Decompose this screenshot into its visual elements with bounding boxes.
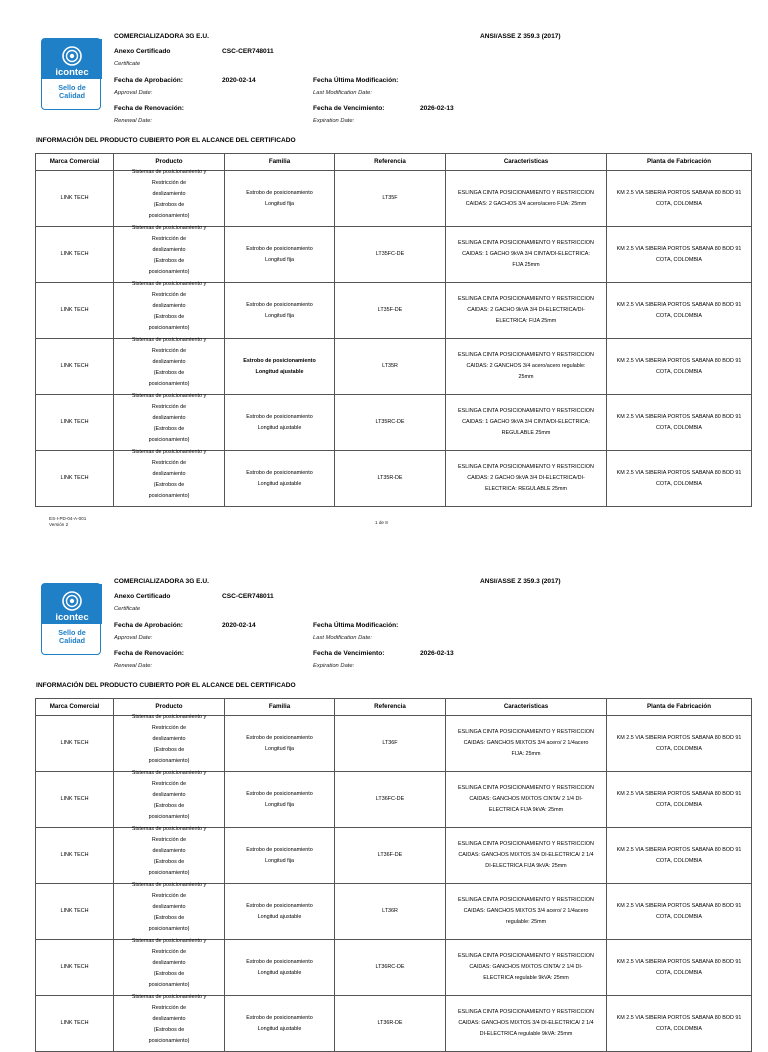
table-row <box>36 828 752 884</box>
table-row <box>36 772 752 828</box>
cell-product-line: deslizamiento <box>152 1016 186 1022</box>
cell-product-line: posicionamiento) <box>148 926 190 932</box>
logo-brand: icontec <box>55 67 89 78</box>
cell-family <box>225 716 335 772</box>
cell-characteristics-line: ELECTRICA: FIJA 25mm <box>495 318 557 324</box>
footer-version: Versión 2 <box>49 522 69 527</box>
col-reference: Referencia <box>335 154 446 171</box>
logo-seal-line2: Calidad <box>59 91 85 100</box>
table-row <box>36 716 752 772</box>
cell-reference: LT36FC-DE <box>335 772 446 828</box>
annex-value: CSC-CER748011 <box>222 593 274 600</box>
cell-product-line: Sistemas de posicionamiento y <box>131 994 207 1000</box>
annex-sub: Certificate <box>114 61 141 67</box>
footer-page-number: 1 de 8 <box>375 520 388 525</box>
cell-characteristics <box>446 171 607 227</box>
cell-characteristics-line: CAIDAS: 2 GANCHOS 3/4 acero/acero regulable: <box>466 363 586 369</box>
cell-plant-line: KM 2.5 VIA SIBERIA PORTOS SABANA 80 BOD 91 <box>616 958 742 965</box>
cell-characteristics <box>446 451 607 507</box>
cell-plant <box>607 395 752 451</box>
cell-product <box>114 828 225 884</box>
cell-characteristics <box>446 395 607 451</box>
cell-family-line: Longitud ajustable <box>257 913 302 920</box>
cell-product-line: deslizamiento <box>152 303 186 309</box>
cell-family <box>225 996 335 1052</box>
cell-characteristics-line: DI-ELECTRICA regulable 9kVA: 25mm <box>479 1031 573 1037</box>
cell-reference: LT36R-DE <box>335 996 446 1052</box>
cell-characteristics-line: CAIDAS: 2 GACHOS 3/4 acero/acero FIJA: 25mm <box>465 200 587 207</box>
cell-product-line: Restricción de <box>151 292 187 298</box>
cell-characteristics-line: regulable: 25mm <box>505 919 547 925</box>
cell-product-line: Sistemas de posicionamiento y <box>131 449 207 455</box>
cell-plant-line: COTA, COLOMBIA <box>655 969 703 976</box>
cell-product-line: (Estrobos de <box>153 370 185 376</box>
cell-plant <box>607 339 752 395</box>
cell-product-line: Sistemas de posicionamiento y <box>131 393 207 399</box>
table-row <box>36 227 752 283</box>
cell-characteristics-line: ESLINGA CINTA POSICIONAMIENTO Y RESTRICCION <box>458 408 594 414</box>
table-row <box>36 283 752 339</box>
renewal-label: Fecha de Renovación: <box>114 105 184 112</box>
col-family: Familia <box>225 154 335 171</box>
cell-reference: LT36F <box>335 716 446 772</box>
cell-product-line: (Estrobos de <box>153 859 185 865</box>
expiry-value: 2026-02-13 <box>420 105 454 112</box>
cell-product <box>114 283 225 339</box>
cell-family <box>225 772 335 828</box>
cell-characteristics-line: ESLINGA CINTA POSICIONAMIENTO Y RESTRICCION <box>458 296 594 302</box>
cell-family-line: Longitud fija <box>264 256 295 263</box>
cell-plant-line: COTA, COLOMBIA <box>655 256 703 263</box>
cell-product-line: Sistemas de posicionamiento y <box>131 882 207 888</box>
cell-reference: LT35R-DE <box>335 451 446 507</box>
cell-product-line: deslizamiento <box>152 191 186 197</box>
cell-characteristics-line: CAIDAS: GANCHOS MIXTOS CINTA/ 2 1/4 DI- <box>469 796 583 802</box>
cell-product-line: deslizamiento <box>152 247 186 253</box>
cell-plant-line: KM 2.5 VIA SIBERIA PORTOS SABANA 80 BOD 91 <box>616 357 742 364</box>
cell-family-line: Longitud fija <box>264 312 295 319</box>
cell-characteristics-line: ESLINGA CINTA POSICIONAMIENTO Y RESTRICCION <box>458 897 594 903</box>
cell-plant <box>607 227 752 283</box>
cell-characteristics-line: 25mm <box>518 374 534 380</box>
cell-product <box>114 227 225 283</box>
cell-product-line: Restricción de <box>151 236 187 242</box>
section-title: INFORMACIÓN DEL PRODUCTO CUBIERTO POR EL ALCANCE DEL CERTIFICADO <box>36 682 296 689</box>
standard-label: ANSI/ASSE Z 359.3 (2017) <box>480 578 561 585</box>
cell-characteristics-line: ESLINGA CINTA POSICIONAMIENTO Y RESTRICCION <box>458 1009 594 1015</box>
col-brand: Marca Comercial <box>36 699 114 716</box>
cell-product-line: Restricción de <box>151 837 187 843</box>
cell-reference: LT36F-DE <box>335 828 446 884</box>
cell-product-line: Sistemas de posicionamiento y <box>131 337 207 343</box>
cell-brand: LINK TECH <box>36 171 114 227</box>
cell-product-line: Sistemas de posicionamiento y <box>131 714 207 720</box>
cell-characteristics <box>446 940 607 996</box>
cell-brand: LINK TECH <box>36 283 114 339</box>
cell-brand: LINK TECH <box>36 339 114 395</box>
cell-product-line: deslizamiento <box>152 736 186 742</box>
cell-brand: LINK TECH <box>36 395 114 451</box>
cell-product-line: Sistemas de posicionamiento y <box>131 826 207 832</box>
products-table <box>35 153 752 507</box>
cell-plant-line: COTA, COLOMBIA <box>655 857 703 864</box>
cell-plant-line: COTA, COLOMBIA <box>655 424 703 431</box>
icontec-swirl-icon <box>42 39 102 111</box>
cell-family-line: Estrobo de posicionamiento <box>246 469 313 476</box>
cell-product-line: Restricción de <box>151 781 187 787</box>
cell-product-line: posicionamiento) <box>148 325 190 331</box>
cell-reference: LT35FC-DE <box>335 227 446 283</box>
cell-plant-line: COTA, COLOMBIA <box>655 913 703 920</box>
icontec-logo <box>41 38 101 110</box>
annex-sub: Certificate <box>114 606 141 612</box>
annex-value: CSC-CER748011 <box>222 48 274 55</box>
cell-product <box>114 339 225 395</box>
cell-product-line: posicionamiento) <box>148 493 190 499</box>
cell-product <box>114 772 225 828</box>
cell-family <box>225 227 335 283</box>
col-product: Producto <box>114 154 225 171</box>
cell-plant-line: COTA, COLOMBIA <box>655 312 703 319</box>
cell-family <box>225 828 335 884</box>
cell-brand: LINK TECH <box>36 227 114 283</box>
cell-plant-line: KM 2.5 VIA SIBERIA PORTOS SABANA 80 BOD 91 <box>616 189 742 196</box>
expiry-label: Fecha de Vencimiento: <box>313 650 385 657</box>
cell-characteristics-line: REGULABLE 25mm <box>501 430 551 436</box>
col-characteristics: Caracteristicas <box>446 699 607 716</box>
cell-product-line: Restricción de <box>151 460 187 466</box>
col-reference: Referencia <box>335 699 446 716</box>
cell-product-line: Sistemas de posicionamiento y <box>131 225 207 231</box>
cell-characteristics-line: ESLINGA CINTA POSICIONAMIENTO Y RESTRICCION <box>458 953 594 959</box>
cell-product-line: (Estrobos de <box>153 915 185 921</box>
cell-plant <box>607 283 752 339</box>
company-name: COMERCIALIZADORA 3G E.U. <box>114 578 210 585</box>
cell-plant <box>607 716 752 772</box>
cell-product-line: Restricción de <box>151 893 187 899</box>
cell-reference: LT35RC-DE <box>335 395 446 451</box>
cell-family-line: Estrobo de posicionamiento <box>246 846 313 853</box>
cell-product-line: Restricción de <box>151 348 187 354</box>
cell-family-line: Longitud fija <box>264 857 295 864</box>
renewal-sub: Renewal Date: <box>114 118 153 124</box>
approval-value: 2020-02-14 <box>222 622 256 629</box>
table-row <box>36 171 752 227</box>
cell-family-line: Estrobo de posicionamiento <box>246 902 313 909</box>
cell-brand: LINK TECH <box>36 716 114 772</box>
cell-family-line: Longitud ajustable <box>257 1025 302 1032</box>
cell-product-line: deslizamiento <box>152 471 186 477</box>
approval-sub: Approval Date: <box>114 635 153 641</box>
cell-product-line: deslizamiento <box>152 359 186 365</box>
logo-seal-line1: Sello de <box>58 628 86 637</box>
products-table <box>35 698 752 1052</box>
cell-plant-line: KM 2.5 VIA SIBERIA PORTOS SABANA 80 BOD 91 <box>616 413 742 420</box>
cell-product-line: posicionamiento) <box>148 814 190 820</box>
cell-product-line: posicionamiento) <box>148 269 190 275</box>
cell-family-line: Estrobo de posicionamiento <box>246 413 313 420</box>
cell-characteristics <box>446 828 607 884</box>
cell-product-line: (Estrobos de <box>153 314 185 320</box>
cell-product-line: Sistemas de posicionamiento y <box>131 169 207 175</box>
cell-family-line: Longitud fija <box>264 200 295 207</box>
cell-product-line: posicionamiento) <box>148 1038 190 1044</box>
cell-plant <box>607 772 752 828</box>
cell-plant-line: KM 2.5 VIA SIBERIA PORTOS SABANA 80 BOD 91 <box>616 902 742 909</box>
logo-brand: icontec <box>55 612 89 623</box>
cell-product-line: Restricción de <box>151 404 187 410</box>
cell-product-line: (Estrobos de <box>153 426 185 432</box>
expiry-label: Fecha de Vencimiento: <box>313 105 385 112</box>
col-product: Producto <box>114 699 225 716</box>
footer-doc-code: ES-I-PD-04-A-001 <box>49 516 87 521</box>
col-characteristics: Caracteristicas <box>446 154 607 171</box>
cell-characteristics-line: CAIDAS: GANCHOS MIXTOS CINTA/ 2 1/4 DI- <box>469 964 583 970</box>
cell-family-line: Longitud ajustable <box>257 480 302 487</box>
cell-product <box>114 395 225 451</box>
cell-brand: LINK TECH <box>36 884 114 940</box>
cell-product-line: deslizamiento <box>152 415 186 421</box>
expiry-sub: Expiration Date: <box>313 118 355 124</box>
cell-reference: LT35F-DE <box>335 283 446 339</box>
col-plant: Planta de Fabricación <box>607 154 752 171</box>
cell-family <box>225 884 335 940</box>
cell-family-line: Estrobo de posicionamiento <box>246 189 313 196</box>
approval-label: Fecha de Aprobación: <box>114 622 183 629</box>
cell-product-line: deslizamiento <box>152 904 186 910</box>
cell-product-line: (Estrobos de <box>153 482 185 488</box>
cell-characteristics <box>446 884 607 940</box>
cell-characteristics-line: ESLINGA CINTA POSICIONAMIENTO Y RESTRICCION <box>458 464 594 470</box>
cell-product-line: posicionamiento) <box>148 437 190 443</box>
cell-reference: LT35R <box>335 339 446 395</box>
cell-plant-line: KM 2.5 VIA SIBERIA PORTOS SABANA 80 BOD 91 <box>616 790 742 797</box>
cell-family-line: Longitud ajustable <box>257 424 302 431</box>
cell-characteristics-line: ESLINGA CINTA POSICIONAMIENTO Y RESTRICCION <box>458 729 594 735</box>
cell-family-line: Estrobo de posicionamiento <box>246 245 313 252</box>
cell-family-line: Estrobo de posicionamiento <box>243 357 316 364</box>
cell-plant-line: KM 2.5 VIA SIBERIA PORTOS SABANA 80 BOD 91 <box>616 734 742 741</box>
cell-characteristics-line: CAIDAS: 2 GACHO 9kVA 3/4 DI-ELECTRICA/DI- <box>467 307 585 313</box>
logo-seal-line1: Sello de <box>58 83 86 92</box>
cell-brand: LINK TECH <box>36 940 114 996</box>
cell-brand: LINK TECH <box>36 996 114 1052</box>
cell-brand: LINK TECH <box>36 772 114 828</box>
cell-plant-line: COTA, COLOMBIA <box>655 480 703 487</box>
cell-product <box>114 884 225 940</box>
cell-brand: LINK TECH <box>36 451 114 507</box>
cell-family <box>225 339 335 395</box>
cell-product-line: (Estrobos de <box>153 202 185 208</box>
cell-family-line: Estrobo de posicionamiento <box>246 734 313 741</box>
cell-product-line: Restricción de <box>151 180 187 186</box>
cell-family-line: Longitud ajustable <box>257 969 302 976</box>
cell-family <box>225 171 335 227</box>
cell-characteristics-line: CAIDAS: 1 GACHO 9kVA 3/4 CINTA/DI-ELECTRICA: <box>462 251 590 257</box>
approval-sub: Approval Date: <box>114 90 153 96</box>
cell-product-line: posicionamiento) <box>148 982 190 988</box>
cell-family-line: Estrobo de posicionamiento <box>246 301 313 308</box>
cell-characteristics-line: ESLINGA CINTA POSICIONAMIENTO Y RESTRICCION <box>458 841 594 847</box>
cell-family <box>225 451 335 507</box>
cell-product-line: posicionamiento) <box>148 213 190 219</box>
cell-characteristics <box>446 772 607 828</box>
table-row <box>36 996 752 1052</box>
cell-characteristics-line: CAIDAS: GANCHOS MIXTOS 3/4 DI-ELECTRICA/ 2 1/4 <box>458 852 594 858</box>
company-name: COMERCIALIZADORA 3G E.U. <box>114 33 210 40</box>
last-mod-sub: Last Modification Date: <box>313 90 372 96</box>
cell-characteristics-line: CAIDAS: 2 GACHO 9kVA 3/4 DI-ELECTRICA/DI- <box>467 475 585 481</box>
cell-plant-line: KM 2.5 VIA SIBERIA PORTOS SABANA 80 BOD 91 <box>616 245 742 252</box>
cell-family <box>225 395 335 451</box>
cell-characteristics-line: CAIDAS: GANCHOS MIXTOS 3/4 acero/ 2 1/4acero <box>463 740 589 746</box>
cell-plant-line: KM 2.5 VIA SIBERIA PORTOS SABANA 80 BOD 91 <box>616 846 742 853</box>
cell-product-line: (Estrobos de <box>153 803 185 809</box>
last-mod-sub: Last Modification Date: <box>313 635 372 641</box>
cell-characteristics-line: ELECTRICA: REGULABLE 25mm <box>484 486 568 492</box>
cell-characteristics-line: CAIDAS: 1 GACHO 9kVA 3/4 CINTA/DI-ELECTRICA: <box>462 419 590 425</box>
cell-characteristics-line: ELECTRICA FIJA 9kVA: 25mm <box>488 807 564 813</box>
cell-characteristics <box>446 996 607 1052</box>
annex-label: Anexo Certificado <box>114 593 171 600</box>
section-title: INFORMACIÓN DEL PRODUCTO CUBIERTO POR EL ALCANCE DEL CERTIFICADO <box>36 137 296 144</box>
cell-product-line: Restricción de <box>151 725 187 731</box>
cell-family <box>225 940 335 996</box>
cell-plant-line: KM 2.5 VIA SIBERIA PORTOS SABANA 80 BOD 91 <box>616 301 742 308</box>
cell-product-line: (Estrobos de <box>153 258 185 264</box>
cell-characteristics <box>446 339 607 395</box>
cell-product-line: deslizamiento <box>152 792 186 798</box>
cell-plant-line: COTA, COLOMBIA <box>655 745 703 752</box>
cell-product-line: (Estrobos de <box>153 1027 185 1033</box>
cell-plant-line: KM 2.5 VIA SIBERIA PORTOS SABANA 80 BOD 91 <box>616 469 742 476</box>
renewal-sub: Renewal Date: <box>114 663 153 669</box>
cell-plant <box>607 171 752 227</box>
cell-product <box>114 940 225 996</box>
cell-reference: LT36R <box>335 884 446 940</box>
logo-seal-line2: Calidad <box>59 636 85 645</box>
cell-characteristics <box>446 227 607 283</box>
cell-characteristics <box>446 283 607 339</box>
cell-plant-line: COTA, COLOMBIA <box>655 801 703 808</box>
cell-characteristics-line: FIJA: 25mm <box>511 751 541 757</box>
table-row <box>36 940 752 996</box>
cell-product-line: posicionamiento) <box>148 870 190 876</box>
cell-product-line: deslizamiento <box>152 960 186 966</box>
approval-label: Fecha de Aprobación: <box>114 77 183 84</box>
cell-product-line: posicionamiento) <box>148 381 190 387</box>
cell-product-line: Sistemas de posicionamiento y <box>131 770 207 776</box>
col-family: Familia <box>225 699 335 716</box>
cell-characteristics-line: CAIDAS: GANCHOS MIXTOS 3/4 acero/ 2 1/4acero <box>463 908 589 914</box>
cell-product-line: deslizamiento <box>152 848 186 854</box>
cell-reference: LT36RC-DE <box>335 940 446 996</box>
col-plant: Planta de Fabricación <box>607 699 752 716</box>
approval-value: 2020-02-14 <box>222 77 256 84</box>
cell-plant <box>607 828 752 884</box>
cell-plant-line: COTA, COLOMBIA <box>655 200 703 207</box>
cell-characteristics <box>446 716 607 772</box>
cell-plant-line: COTA, COLOMBIA <box>655 368 703 375</box>
cell-plant <box>607 940 752 996</box>
cell-product <box>114 451 225 507</box>
cell-plant <box>607 451 752 507</box>
standard-label: ANSI/ASSE Z 359.3 (2017) <box>480 33 561 40</box>
cell-family-line: Estrobo de posicionamiento <box>246 958 313 965</box>
cell-product <box>114 716 225 772</box>
table-row <box>36 884 752 940</box>
cell-characteristics-line: ESLINGA CINTA POSICIONAMIENTO Y RESTRICCION <box>458 240 594 246</box>
table-row <box>36 395 752 451</box>
cell-characteristics-line: DI-ELECTRICA FIJA 9kVA: 25mm <box>485 863 567 869</box>
table-row <box>36 339 752 395</box>
cell-plant <box>607 996 752 1052</box>
cell-product-line: Sistemas de posicionamiento y <box>131 938 207 944</box>
expiry-sub: Expiration Date: <box>313 663 355 669</box>
cell-product <box>114 996 225 1052</box>
cell-family <box>225 283 335 339</box>
cell-product-line: Restricción de <box>151 949 187 955</box>
cell-brand: LINK TECH <box>36 828 114 884</box>
cell-plant <box>607 884 752 940</box>
annex-label: Anexo Certificado <box>114 48 171 55</box>
cell-characteristics-line: ELECTRICA regulable 9kVA: 25mm <box>483 975 569 981</box>
cell-plant-line: KM 2.5 VIA SIBERIA PORTOS SABANA 80 BOD 91 <box>616 1014 742 1021</box>
cell-family-line: Longitud fija <box>264 745 295 752</box>
cell-characteristics-line: ESLINGA CINTA POSICIONAMIENTO Y RESTRICCION <box>458 189 594 196</box>
cell-characteristics-line: ESLINGA CINTA POSICIONAMIENTO Y RESTRICCION <box>458 352 594 358</box>
cell-family-line: Longitud ajustable <box>255 368 304 375</box>
icontec-swirl-icon <box>42 584 102 656</box>
cell-family-line: Longitud fija <box>264 801 295 808</box>
cell-characteristics-line: CAIDAS: GANCHOS MIXTOS 3/4 DI-ELECTRICA/ 2 1/4 <box>458 1020 594 1026</box>
expiry-value: 2026-02-13 <box>420 650 454 657</box>
cell-reference: LT35F <box>335 171 446 227</box>
cell-product-line: posicionamiento) <box>148 758 190 764</box>
col-brand: Marca Comercial <box>36 154 114 171</box>
cell-characteristics-line: FIJA 25mm <box>512 262 540 268</box>
renewal-label: Fecha de Renovación: <box>114 650 184 657</box>
cell-product-line: (Estrobos de <box>153 971 185 977</box>
cell-product <box>114 171 225 227</box>
cell-family-line: Estrobo de posicionamiento <box>246 1014 313 1021</box>
cell-product-line: Sistemas de posicionamiento y <box>131 281 207 287</box>
last-mod-label: Fecha Última Modificación: <box>313 77 399 84</box>
cell-family-line: Estrobo de posicionamiento <box>246 790 313 797</box>
cell-product-line: (Estrobos de <box>153 747 185 753</box>
cell-product-line: Restricción de <box>151 1005 187 1011</box>
table-row <box>36 451 752 507</box>
icontec-logo <box>41 583 101 655</box>
cell-plant-line: COTA, COLOMBIA <box>655 1025 703 1032</box>
last-mod-label: Fecha Última Modificación: <box>313 622 399 629</box>
cell-characteristics-line: ESLINGA CINTA POSICIONAMIENTO Y RESTRICCION <box>458 785 594 791</box>
